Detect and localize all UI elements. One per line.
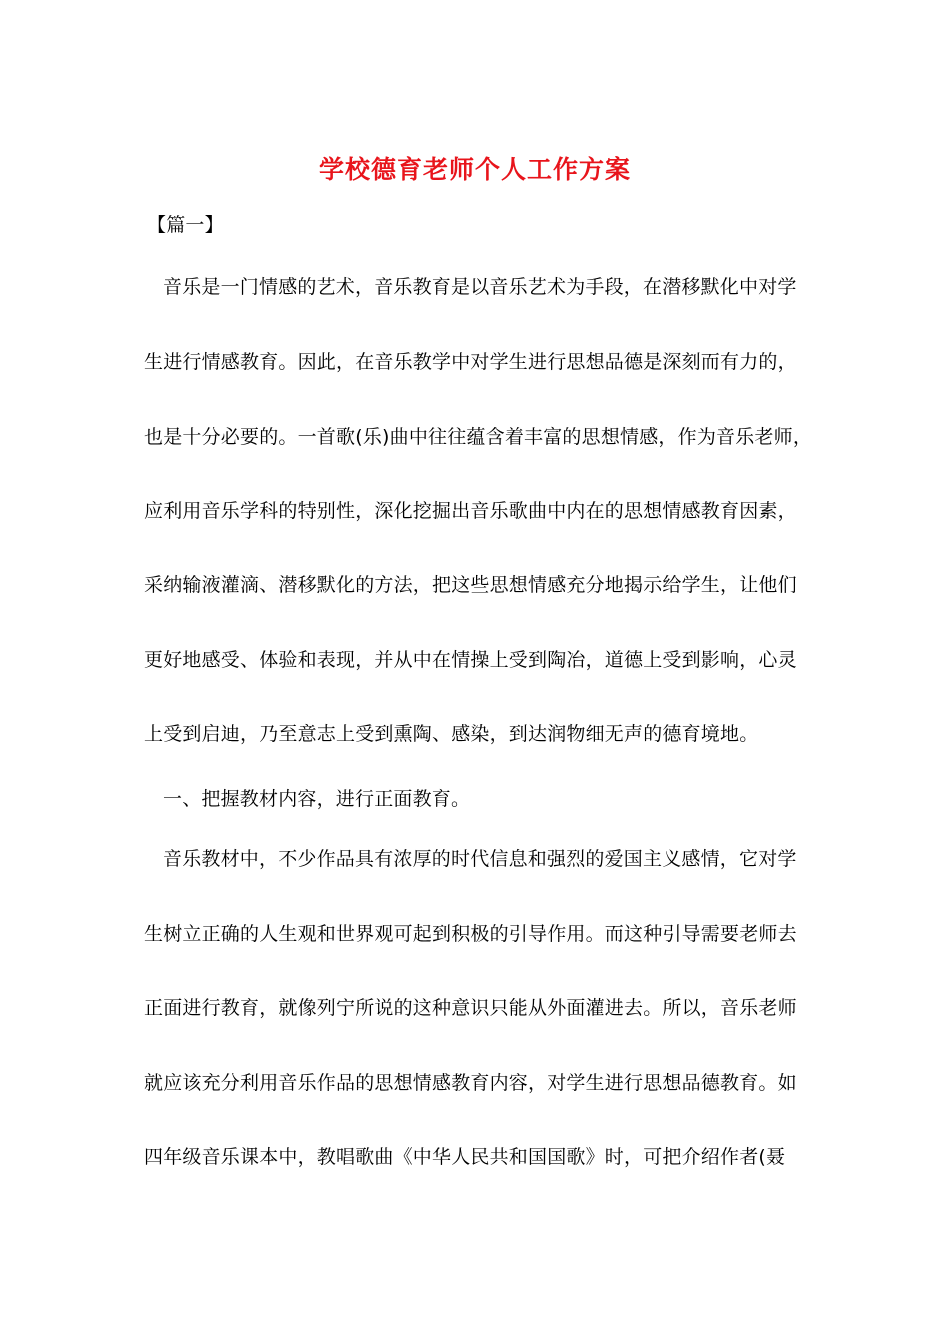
paragraph-line: 更好地感受、体验和表现，并从中在情操上受到陶冶，道德上受到影响，心灵 xyxy=(144,649,797,671)
paragraph-line: 生树立正确的人生观和世界观可起到积极的引导作用。而这种引导需要老师去 xyxy=(144,923,797,945)
subheading: 一、把握教材内容，进行正面教育。 xyxy=(163,788,471,810)
paragraph-line: 四年级音乐课本中，教唱歌曲《中华人民共和国国歌》时，可把介绍作者(聂 xyxy=(144,1146,786,1168)
document-title: 学校德育老师个人工作方案 xyxy=(318,155,631,184)
paragraph-line: 上受到启迪，乃至意志上受到熏陶、感染，到达润物细无声的德育境地。 xyxy=(144,723,759,745)
paragraph-line: 也是十分必要的。一首歌(乐)曲中往往蕴含着丰富的思想情感，作为音乐老师， xyxy=(144,426,813,448)
section-label: 【篇一】 xyxy=(147,214,224,236)
paragraph-line: 生进行情感教育。因此，在音乐教学中对学生进行思想品德是深刻而有力的， xyxy=(144,351,797,373)
paragraph-line: 音乐教材中，不少作品具有浓厚的时代信息和强烈的爱国主义感情，它对学 xyxy=(163,848,797,870)
paragraph-line: 正面进行教育，就像列宁所说的这种意识只能从外面灌进去。所以，音乐老师 xyxy=(144,997,797,1019)
paragraph-line: 就应该充分利用音乐作品的思想情感教育内容，对学生进行思想品德教育。如 xyxy=(144,1072,797,1094)
paragraph-line: 采纳输液灌滴、潜移默化的方法，把这些思想情感充分地揭示给学生，让他们 xyxy=(144,574,797,596)
paragraph-line: 应利用音乐学科的特别性，深化挖掘出音乐歌曲中内在的思想情感教育因素， xyxy=(144,500,797,522)
paragraph-line: 音乐是一门情感的艺术，音乐教育是以音乐艺术为手段，在潜移默化中对学 xyxy=(163,276,797,298)
